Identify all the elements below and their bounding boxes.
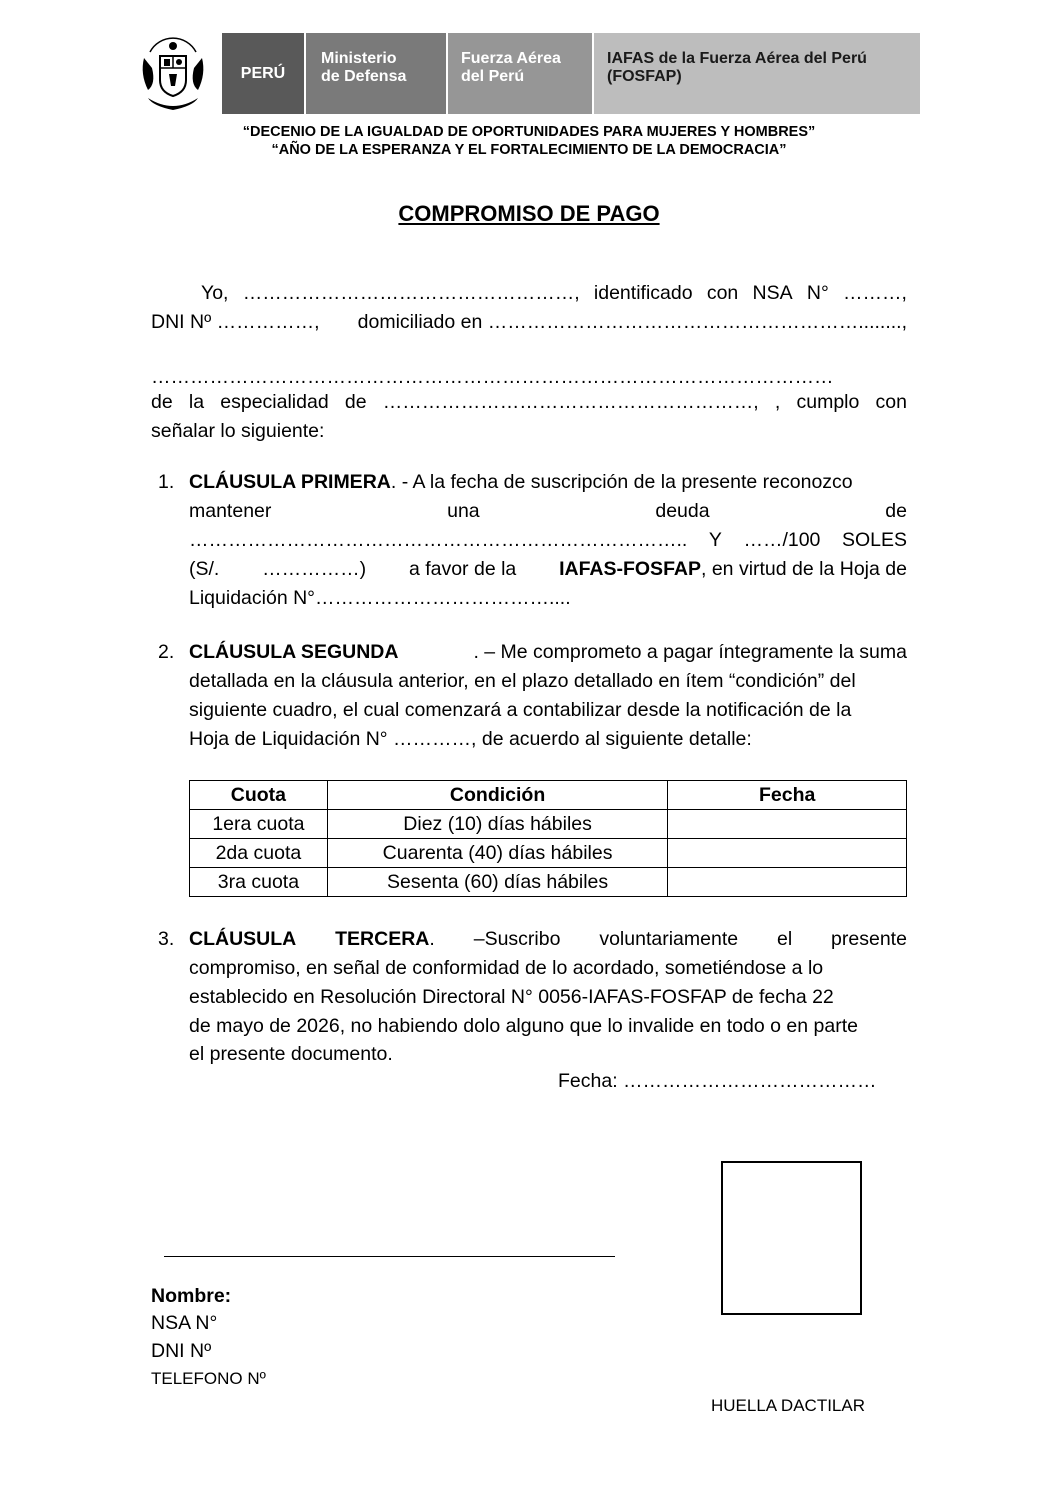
signature-dni: DNI Nº	[151, 1340, 212, 1362]
intro-line-5: señalar lo siguiente:	[151, 420, 325, 442]
table-cell-fecha	[668, 810, 907, 839]
clause-1-cents: ……/100	[743, 529, 821, 551]
table-header-row	[190, 781, 907, 810]
clause-2-line-4: Hoja de Liquidación N° …………, de acuerdo al siguiente detalle:	[189, 728, 752, 750]
clause-1-line-3	[189, 526, 907, 555]
intro-dni: DNI Nº ……………,	[151, 311, 320, 333]
clause-1-amount-blank: …………………………………………………………………..	[189, 529, 688, 551]
clause-2-line-2: detallada en la cláusula anterior, en el plazo detallado en ítem “condición” del	[189, 670, 856, 692]
intro-name-blank: ……………………………………………,	[242, 282, 580, 304]
fingerprint-label: HUELLA DACTILAR	[711, 1396, 865, 1415]
table-cell-condicion: Sesenta (60) días hábiles	[327, 868, 668, 897]
clause-1-line-1	[189, 468, 907, 497]
clause-1-de: de	[885, 500, 907, 522]
intro-comma: ,	[774, 391, 781, 413]
clause-1-iafas: IAFAS-FOSFAP	[559, 558, 701, 580]
table-cell-fecha	[668, 868, 907, 897]
intro-especialidad: especialidad	[220, 391, 329, 413]
intro-la: la	[188, 391, 205, 413]
intro-con-2: con	[875, 391, 907, 413]
clause-1-currency: (S/.	[189, 558, 220, 580]
fecha-field: Fecha: …………………………………	[558, 1070, 877, 1092]
clause-1-line-5: Liquidación N°………………………………....	[189, 587, 571, 609]
table-cell-condicion: Diez (10) días hábiles	[327, 810, 668, 839]
table-header-cuota: Cuota	[190, 781, 328, 810]
header-box-ministerio	[306, 33, 446, 114]
intro-nsa: NSA	[752, 282, 793, 304]
header-fap-line2: del Perú	[461, 68, 525, 85]
header-iafas-line1: IAFAS de la Fuerza Aérea del Perú	[607, 50, 867, 67]
clause-1-a-favor: a favor de la	[408, 558, 517, 580]
decenio-heading: “DECENIO DE LA IGUALDAD DE OPORTUNIDADES PARA MUJERES Y HOMBRES”	[242, 124, 816, 140]
header-iafas-line2: (FOSFAP)	[607, 68, 682, 85]
table-cell-fecha	[668, 839, 907, 868]
clause-1-virtud: , en virtud de la Hoja de	[701, 558, 907, 580]
clause-1-line-4	[189, 555, 907, 584]
intro-especialidad-blank: …………………………………………………,	[382, 391, 759, 413]
clause-1-mantener: mantener	[189, 500, 272, 522]
clause-1-una: una	[447, 500, 480, 522]
clause-2-line-3: siguiente cuadro, el cual comenzará a contabilizar desde la notificación de la	[189, 699, 852, 721]
signature-nombre: Nombre:	[151, 1285, 232, 1307]
clause-2-title: CLÁUSULA SEGUNDA	[189, 641, 399, 663]
clause-3-line-2: compromiso, en señal de conformidad de lo acordado, sometiéndose a lo	[189, 957, 824, 979]
clause-3-line-4: de mayo de 2026, no habiendo dolo alguno que lo invalide en todo o en parte	[189, 1015, 858, 1037]
clause-3-number: 3.	[158, 928, 175, 950]
clause-2-line-1	[189, 638, 907, 667]
table-cell-cuota: 1era cuota	[190, 810, 328, 839]
clause-1-line-2	[189, 497, 907, 526]
header-box-peru	[222, 33, 304, 114]
clause-3-line-5: el presente documento.	[189, 1043, 393, 1065]
table-cell-cuota: 2da cuota	[190, 839, 328, 868]
intro-line-2	[151, 308, 907, 337]
clause-3-voluntariamente: voluntariamente	[599, 928, 739, 950]
header-peru-label: PERÚ	[240, 64, 286, 82]
intro-line-3: ……………………………………………………………………………………………	[151, 366, 834, 388]
clause-2-number: 2.	[158, 641, 175, 663]
clause-1-text-1: . - A la fecha de suscripción de la presente reconozco	[390, 471, 853, 493]
table-cell-cuota: 3ra cuota	[190, 868, 328, 897]
header-box-iafas	[594, 33, 920, 114]
clause-3-presente: presente	[831, 928, 907, 950]
header-ministerio-line2: de Defensa	[321, 68, 407, 85]
table-row	[190, 839, 907, 868]
intro-cumplo: cumplo	[796, 391, 860, 413]
intro-identificado: identificado	[593, 282, 693, 304]
signature-line	[164, 1256, 615, 1257]
anio-heading: “AÑO DE LA ESPERANZA Y EL FORTALECIMIENTO DE LA DEMOCRACIA”	[271, 142, 787, 158]
clause-3-dot: .	[429, 928, 435, 950]
signature-telefono: TELEFONO Nº	[151, 1369, 266, 1388]
intro-domicilio: domiciliado en …………………………………………………........,	[357, 311, 907, 333]
document-title: COMPROMISO DE PAGO	[398, 201, 660, 226]
table-header-fecha: Fecha	[668, 781, 907, 810]
clause-1-soles: SOLES	[841, 529, 907, 551]
clause-3-line-1	[189, 925, 907, 954]
clause-1-number: 1.	[158, 471, 175, 493]
intro-line-4	[151, 388, 907, 417]
intro-con: con	[706, 282, 739, 304]
intro-line-1	[201, 279, 907, 308]
intro-nsa-blank: ………,	[843, 282, 907, 304]
clause-1-numeric-blank: ……………)	[262, 558, 367, 580]
clause-1-deuda: deuda	[655, 500, 710, 522]
payment-schedule-table	[189, 780, 907, 897]
peru-coat-of-arms-icon	[138, 34, 208, 116]
intro-n: N°	[806, 282, 829, 304]
intro-de: de	[151, 391, 173, 413]
intro-yo: Yo,	[201, 282, 229, 304]
clause-3-suscribo: –Suscribo	[473, 928, 561, 950]
clause-3-el: el	[776, 928, 793, 950]
header-box-fuerza-aerea	[448, 33, 592, 114]
clause-3-title-2: TERCERA	[335, 928, 430, 950]
clause-3-title: CLÁUSULA	[189, 928, 297, 950]
clause-3-line-3: establecido en Resolución Directoral N° 0056-IAFAS-FOSFAP de fecha 22	[189, 986, 834, 1008]
table-header-condicion: Condición	[327, 781, 668, 810]
header-ministerio-line1: Ministerio	[321, 50, 397, 67]
clause-1-y: Y	[708, 529, 722, 551]
clause-2-text-1: . – Me comprometo a pagar íntegramente la suma	[473, 641, 907, 663]
intro-de-2: de	[344, 391, 367, 413]
fingerprint-box	[721, 1161, 862, 1315]
header-fap-line1: Fuerza Aérea	[461, 50, 561, 67]
signature-nsa: NSA N°	[151, 1312, 218, 1334]
table-cell-condicion: Cuarenta (40) días hábiles	[327, 839, 668, 868]
table-row	[190, 868, 907, 897]
table-row	[190, 810, 907, 839]
clause-1-title: CLÁUSULA PRIMERA	[189, 471, 391, 493]
